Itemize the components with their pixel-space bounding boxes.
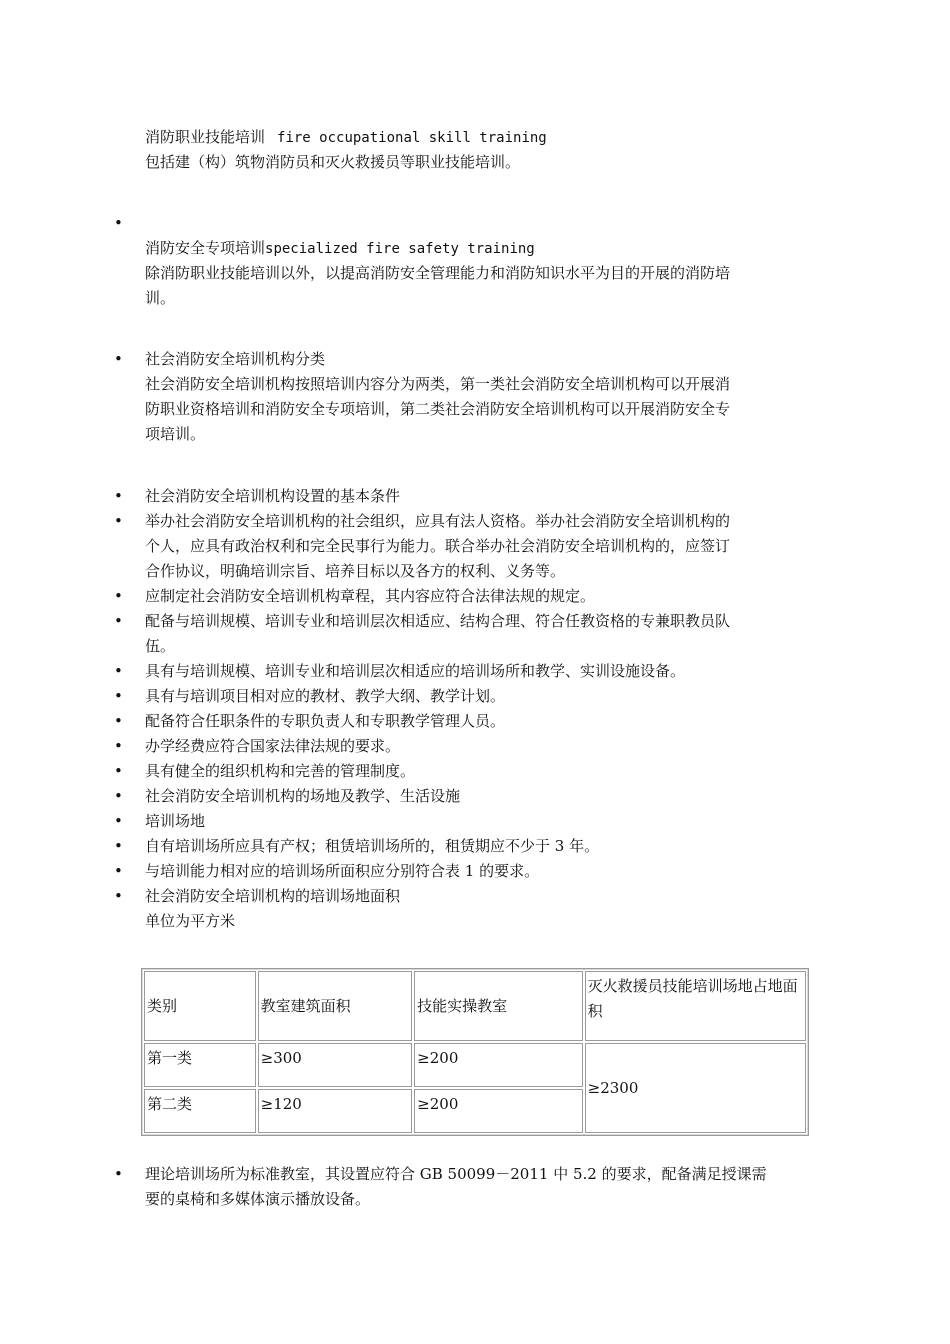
list-item: 社会消防安全培训机构的场地及教学、生活设施 (145, 787, 461, 805)
table-cell: ≥120 (258, 1089, 413, 1133)
area-table (141, 968, 809, 1136)
list-item-line: 伍。 (145, 637, 176, 655)
table-cell: ≥300 (258, 1043, 413, 1087)
classification-line: 项培训。 (145, 425, 206, 443)
term-occupational (145, 125, 810, 151)
table-header-cell: 教室建筑面积 (258, 971, 413, 1041)
list-item: 社会消防安全培训机构的培训场地面积 (145, 887, 401, 905)
bullet (114, 709, 123, 734)
bullet (114, 834, 123, 859)
list-item: 具有与培训项目相对应的教材、教学大纲、教学计划。 (145, 687, 506, 705)
definition-specialized-line: 训。 (145, 289, 176, 307)
table-cell: ≥200 (414, 1043, 582, 1087)
conditions-title: 社会消防安全培训机构设置的基本条件 (145, 487, 401, 505)
unit-label: 单位为平方米 (145, 912, 236, 930)
table-header-row (144, 971, 806, 1041)
bullet (114, 211, 123, 236)
list-item: 配备符合任职条件的专职负责人和专职教学管理人员。 (145, 712, 506, 730)
bullet (114, 684, 123, 709)
list-item-line: 个人，应具有政治权利和完全民事行为能力。联合举办社会消防安全培训机构的，应签订 (145, 537, 731, 555)
bullet (114, 884, 123, 909)
table-header-cell: 技能实操教室 (414, 971, 582, 1041)
list-item-line: 配备与培训规模、培训专业和培训层次相适应、结构合理、符合任教资格的专兼职教员队 (145, 612, 731, 630)
final-line: 要的桌椅和多媒体演示播放设备。 (145, 1190, 371, 1208)
table-row (144, 1043, 806, 1087)
term-cn: 消防职业技能培训 (145, 128, 266, 146)
bullet (114, 609, 123, 634)
table-cell: 第一类 (144, 1043, 256, 1087)
bullet (114, 347, 123, 372)
table-header-cell: 灭火救援员技能培训场地占地面积 (585, 971, 806, 1041)
bullet (114, 784, 123, 809)
definition-occupational: 包括建（构）筑物消防员和灭火救援员等职业技能培训。 (145, 153, 521, 171)
bullet (114, 1162, 123, 1187)
table-header-cell: 类别 (144, 971, 256, 1041)
list-item-line: 举办社会消防安全培训机构的社会组织，应具有法人资格。举办社会消防安全培训机构的 (145, 512, 731, 530)
bullet (114, 509, 123, 534)
list-item: 与培训能力相对应的培训场所面积应分别符合表 1 的要求。 (145, 862, 540, 880)
term-en: fire occupational skill training (277, 130, 547, 146)
list-item: 具有与培训规模、培训专业和培训层次相适应的培训场所和教学、实训设施设备。 (145, 662, 686, 680)
classification-line: 防职业资格培训和消防安全专项培训，第二类社会消防安全培训机构可以开展消防安全专 (145, 400, 731, 418)
list-item: 具有健全的组织机构和完善的管理制度。 (145, 762, 416, 780)
bullet (114, 659, 123, 684)
bullet (114, 859, 123, 884)
term-specialized (145, 236, 810, 262)
list-item: 办学经费应符合国家法律法规的要求。 (145, 737, 401, 755)
bullet (114, 484, 123, 509)
list-item: 应制定社会消防安全培训机构章程，其内容应符合法律法规的规定。 (145, 587, 596, 605)
bullet (114, 809, 123, 834)
classification-line: 社会消防安全培训机构按照培训内容分为两类，第一类社会消防安全培训机构可以开展消 (145, 375, 731, 393)
term-en: specialized fire safety training (265, 241, 535, 257)
table-cell: ≥200 (414, 1089, 582, 1133)
classification-title: 社会消防安全培训机构分类 (145, 350, 326, 368)
table-cell: 第二类 (144, 1089, 256, 1133)
bullet (114, 734, 123, 759)
list-item-line: 合作协议，明确培训宗旨、培养目标以及各方的权利、义务等。 (145, 562, 566, 580)
definition-specialized-line: 除消防职业技能培训以外，以提高消防安全管理能力和消防知识水平为目的开展的消防培 (145, 264, 731, 282)
table-cell-merged: ≥2300 (585, 1043, 806, 1133)
final-line: 理论培训场所为标准教室，其设置应符合 GB 50099－2011 中 5.2 的要求，配备满足授课需 (145, 1165, 767, 1183)
list-item: 自有培训场所应具有产权；租赁培训场所的，租赁期应不少于 3 年。 (145, 837, 600, 855)
list-item: 培训场地 (145, 812, 206, 830)
bullet (114, 584, 123, 609)
term-cn: 消防安全专项培训 (145, 239, 266, 257)
bullet (114, 759, 123, 784)
